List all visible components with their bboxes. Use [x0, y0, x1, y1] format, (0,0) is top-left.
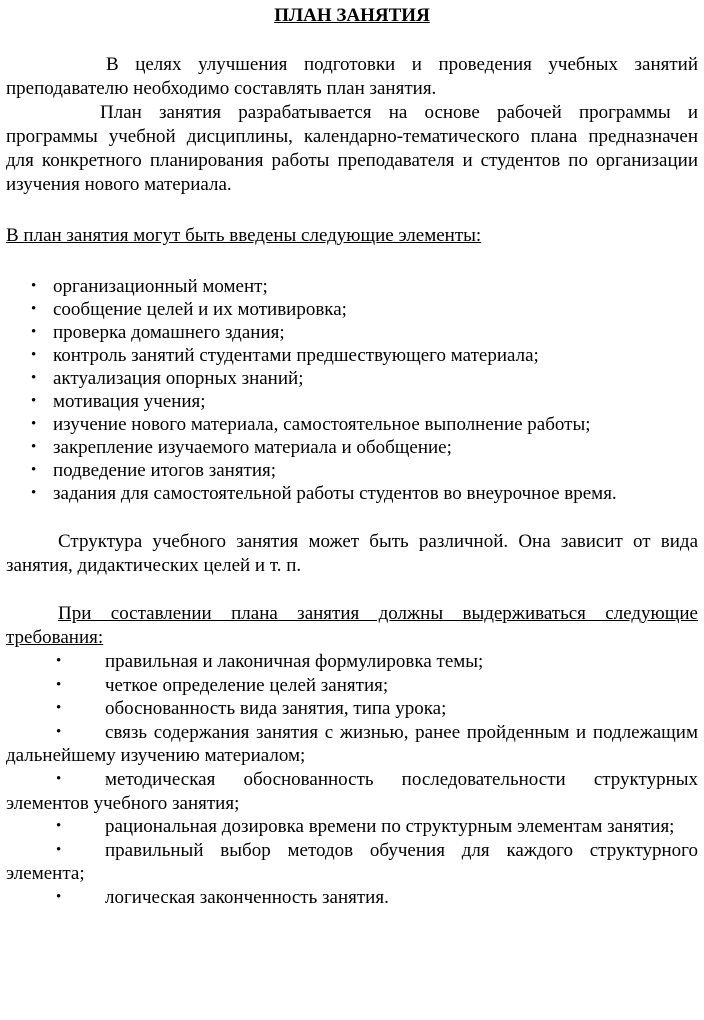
bullet-icon: • — [31, 278, 37, 294]
intro-paragraph-2: План занятия разрабатывается на основе рабочей программы и программы учебной дисциплины, календарно-тематического плана предназначен для конкретного планирования работы преподавателя и студентов по организации изучения нового материала. — [6, 102, 698, 195]
list-item: • организационный момент; — [31, 276, 268, 297]
list-item: • сообщение целей и их мотивировка; — [31, 299, 347, 320]
list-item: • мотивация учения; — [31, 391, 206, 412]
list-item: • рациональная дозировка времени по структурным элементам занятия; — [56, 816, 675, 838]
list-item: • подведение итогов занятия; — [31, 460, 277, 481]
bullet-icon: • — [31, 485, 37, 501]
elements-list — [6, 275, 698, 505]
list-item: • методическая обоснованность последовательности структурных элементов учебного занятия; — [6, 768, 698, 814]
bullet-icon: • — [56, 653, 62, 669]
bullet-icon: • — [31, 301, 37, 317]
page-title: ПЛАН ЗАНЯТИЯ — [274, 5, 430, 26]
bullet-icon: • — [31, 324, 37, 340]
bullet-icon: • — [31, 393, 37, 409]
list-item: • обоснованность вида занятия, типа урока; — [56, 698, 447, 720]
bullet-icon: • — [31, 370, 37, 386]
bullet-icon: • — [56, 888, 62, 905]
list-item: • изучение нового материала, самостоятельное выполнение работы; — [31, 414, 591, 435]
document-page — [6, 0, 698, 910]
bullet-icon: • — [31, 439, 37, 455]
bullet-icon: • — [31, 416, 37, 432]
intro-paragraph-1: В целях улучшения подготовки и проведения учебных занятий преподавателю необходимо составлять план занятия. — [6, 54, 698, 99]
requirements-list — [6, 650, 698, 910]
list-item: • правильная и лаконичная формулировка темы; — [56, 651, 484, 672]
list-item: • правильный выбор методов обучения для каждого структурного элемента; — [6, 839, 698, 885]
list-item: • связь содержания занятия с жизнью, ранее пройденным и подлежащим дальнейшему изучению материалом; — [6, 721, 698, 767]
elements-heading: В план занятия могут быть введены следующие элементы: — [6, 225, 482, 246]
bullet-icon: • — [56, 700, 62, 717]
list-item: • актуализация опорных знаний; — [31, 368, 304, 389]
bullet-icon: • — [31, 347, 37, 363]
list-item: • логическая законченность занятия. — [56, 886, 389, 908]
list-item: • закрепление изучаемого материала и обобщение; — [31, 437, 452, 458]
bullet-icon: • — [56, 723, 62, 740]
structure-paragraph: Структура учебного занятия может быть различной. Она зависит от вида занятия, дидактических целей и т. п. — [6, 531, 698, 576]
bullet-icon: • — [56, 841, 62, 858]
bullet-icon: • — [56, 676, 62, 693]
list-item: • проверка домашнего здания; — [31, 322, 285, 343]
list-item: • контроль занятий студентами предшествующего материала; — [31, 345, 539, 366]
bullet-icon: • — [31, 462, 37, 478]
bullet-icon: • — [56, 818, 62, 835]
list-item: • четкое определение целей занятия; — [56, 674, 389, 696]
requirements-heading: При составлении плана занятия должны выдерживаться следующие требования: — [6, 603, 698, 648]
list-item: • задания для самостоятельной работы студентов во внеурочное время. — [31, 483, 617, 504]
bullet-icon: • — [56, 770, 62, 787]
